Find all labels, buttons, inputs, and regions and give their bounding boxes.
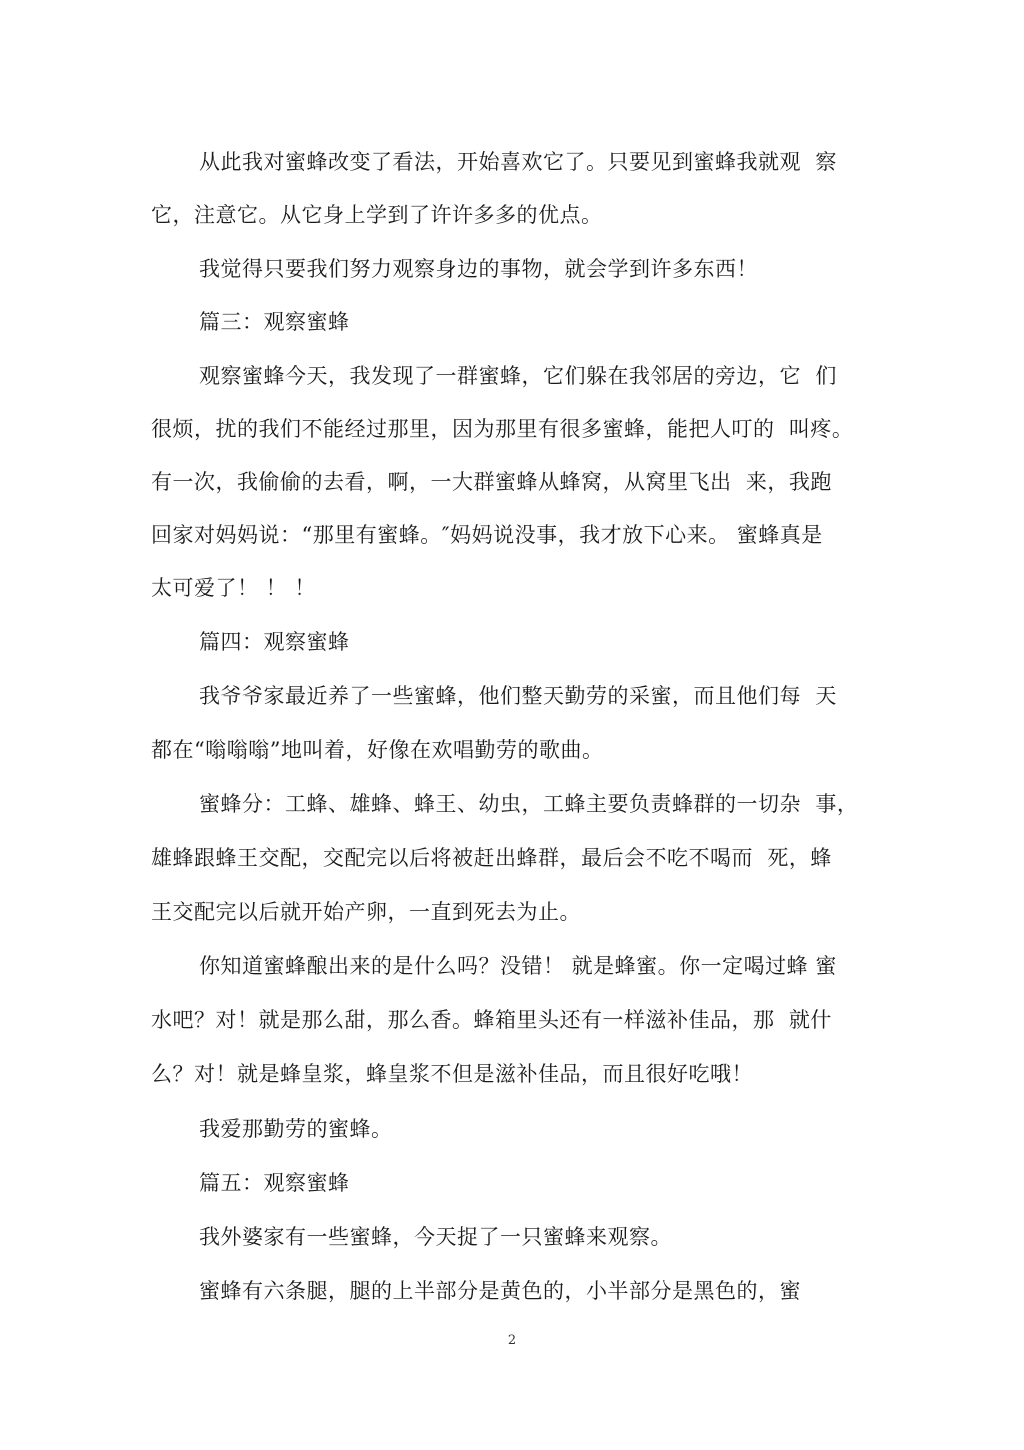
paragraph-line: 很烦，扰的我们不能经过那里，因为那里有很多蜜蜂，能把人叮的 叫疼。 — [151, 417, 854, 441]
page-number: 2 — [507, 1333, 517, 1348]
paragraph-line: 太可爱了！ ！ ！ — [151, 576, 316, 600]
paragraph-line: 蜜蜂分：工蜂、雄蜂、蜂王、幼虫，工蜂主要负责蜂群的一切杂 事， — [199, 792, 859, 816]
section-heading: 篇四：观察蜜蜂 — [199, 630, 350, 654]
section-heading: 篇五：观察蜜蜂 — [199, 1171, 350, 1195]
paragraph-line: 蜜蜂有六条腿，腿的上半部分是黄色的，小半部分是黑色的，蜜 — [199, 1279, 801, 1303]
paragraph-line: 你知道蜜蜂酿出来的是什么吗？没错！ 就是蜂蜜。你一定喝过蜂 蜜 — [199, 954, 837, 978]
paragraph-line: 水吧？对！就是那么甜，那么香。蜂箱里头还有一样滋补佳品，那 就什 — [151, 1008, 832, 1032]
paragraph-line: 我爱那勤劳的蜜蜂。 — [199, 1117, 393, 1141]
paragraph-line: 有一次，我偷偷的去看，啊，一大群蜜蜂从蜂窝，从窝里飞出 来，我跑 — [151, 470, 832, 494]
paragraph-line: 我觉得只要我们努力观察身边的事物，就会学到许多东西！ — [199, 257, 758, 281]
paragraph-line: 么？对！就是蜂皇浆，蜂皇浆不但是滋补佳品，而且很好吃哦！ — [151, 1062, 753, 1086]
section-heading: 篇三：观察蜜蜂 — [199, 310, 350, 334]
paragraph-line: 它，注意它。从它身上学到了许许多多的优点。 — [151, 203, 603, 227]
paragraph-line: 王交配完以后就开始产卵，一直到死去为止。 — [151, 900, 581, 924]
paragraph-line: 雄蜂跟蜂王交配，交配完以后将被赶出蜂群，最后会不吃不喝而 死，蜂 — [151, 846, 832, 870]
paragraph-line: 都在“嗡嗡嗡”地叫着，好像在欢唱勤劳的歌曲。 — [151, 738, 604, 762]
paragraph-line: 从此我对蜜蜂改变了看法，开始喜欢它了。只要见到蜜蜂我就观 察 — [199, 150, 837, 174]
paragraph-line: 我外婆家有一些蜜蜂，今天捉了一只蜜蜂来观察。 — [199, 1225, 672, 1249]
paragraph-line: 观察蜜蜂今天，我发现了一群蜜蜂，它们躲在我邻居的旁边，它 们 — [199, 364, 837, 388]
paragraph-line: 回家对妈妈说：“那里有蜜蜂。″妈妈说没事，我才放下心来。 蜜蜂真是 — [151, 523, 823, 547]
paragraph-line: 我爷爷家最近养了一些蜜蜂，他们整天勤劳的采蜜，而且他们每 天 — [199, 684, 837, 708]
